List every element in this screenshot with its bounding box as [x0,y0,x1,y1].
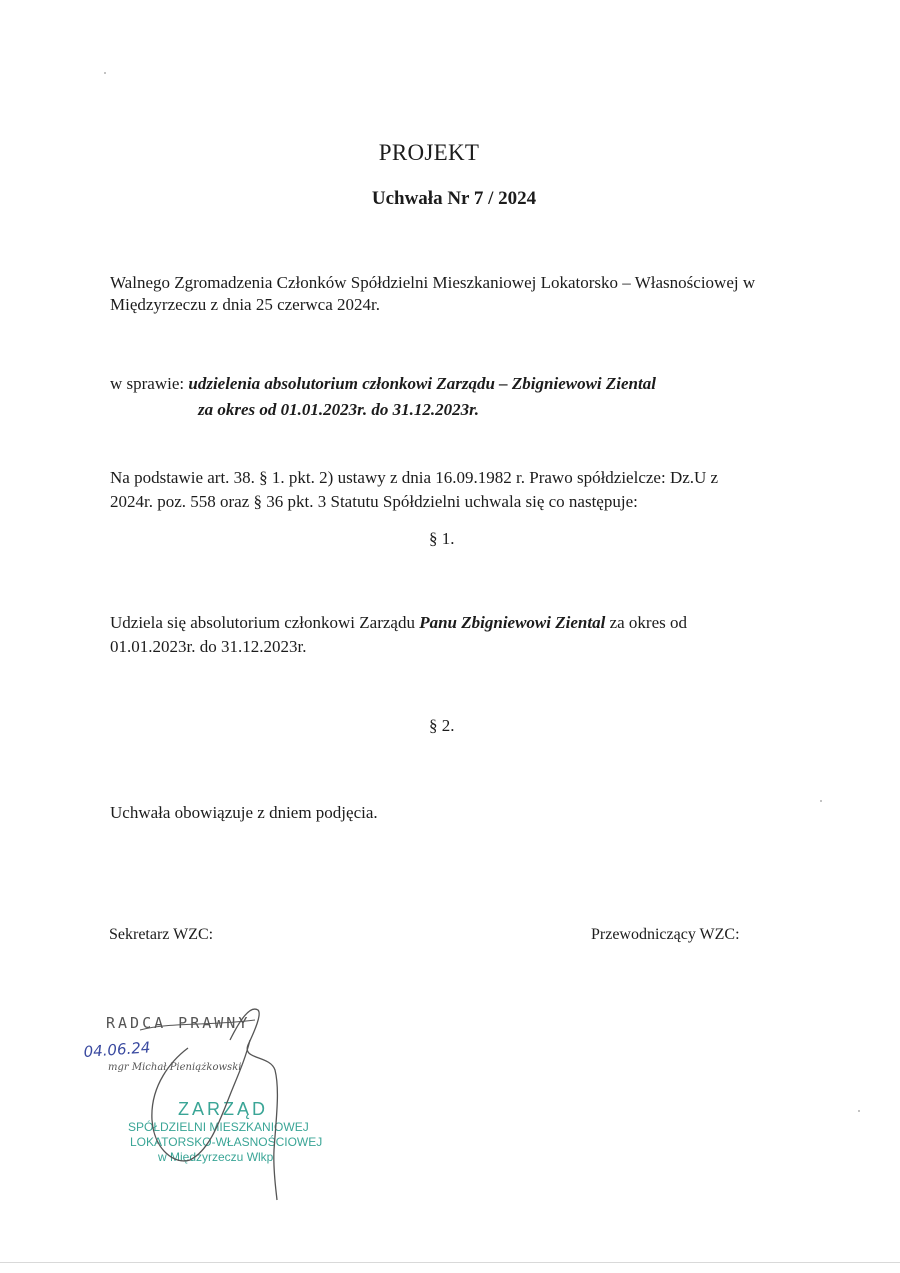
legal-basis-line-2: 2024r. poz. 558 oraz § 36 pkt. 3 Statutu Spółdzielni uchwala się co następuje: [110,492,638,511]
grant-text-before: Udziela się absolutorium członkowi Zarządu [110,613,420,632]
legal-advisor-stamp-line-2: mgr Michał Pieniążkowski [108,1062,242,1073]
section-2-mark: § 2. [429,716,455,735]
stamp-coop-line-1: SPÓŁDZIELNI MIESZKANIOWEJ [128,1120,309,1134]
regarding-prefix: w sprawie: [110,374,189,393]
handwritten-date: 04.06.24 [83,1038,151,1061]
document-heading: PROJEKT [378,140,480,165]
stamp-board-title: ZARZĄD [178,1099,268,1119]
intro-line-2: Międzyrzeczu z dnia 25 czerwca 2024r. [110,295,380,314]
resolution-number: Uchwała Nr 7 / 2024 [371,188,537,209]
intro-line-1: Walnego Zgromadzenia Członków Spółdzielni Mieszkaniowej Lokatorsko – Własnościowej w [110,273,756,292]
effective-clause: Uchwała obowiązuje z dniem podjęcia. [110,803,378,822]
grant-line-2: 01.01.2023r. do 31.12.2023r. [110,637,307,656]
scan-speck [820,800,822,802]
stamp-coop-line-2: LOKATORSKO-WŁASNOŚCIOWEJ [130,1135,323,1149]
grant-person-name: Panu Zbigniewowi Ziental [419,613,606,632]
scan-speck [858,1110,860,1112]
legal-basis-line-1: Na podstawie art. 38. § 1. pkt. 2) ustawy z dnia 16.09.1982 r. Prawo spółdzielcze: Dz.U z [110,468,719,487]
grant-line-1 [110,611,687,635]
secretary-label: Sekretarz WZC: [109,926,214,943]
grant-text-after: za okres od [605,613,687,632]
chair-label: Przewodniczący WZC: [591,926,740,943]
regarding-period: za okres od 01.01.2023r. do 31.12.2023r. [198,400,479,419]
stamp-coop-line-3: w Międzyrzeczu Wlkp [158,1150,274,1164]
scan-edge-line [0,1262,900,1263]
cooperative-stamp [80,1000,350,1210]
regarding-subject: udzielenia absolutorium członkowi Zarządu – Zbigniewowi Ziental [188,374,656,393]
scan-speck [104,72,106,74]
legal-advisor-stamp-line-1: RADCA PRAWNY [106,1014,251,1032]
section-1-mark: § 1. [429,529,455,548]
regarding-line [110,372,656,396]
